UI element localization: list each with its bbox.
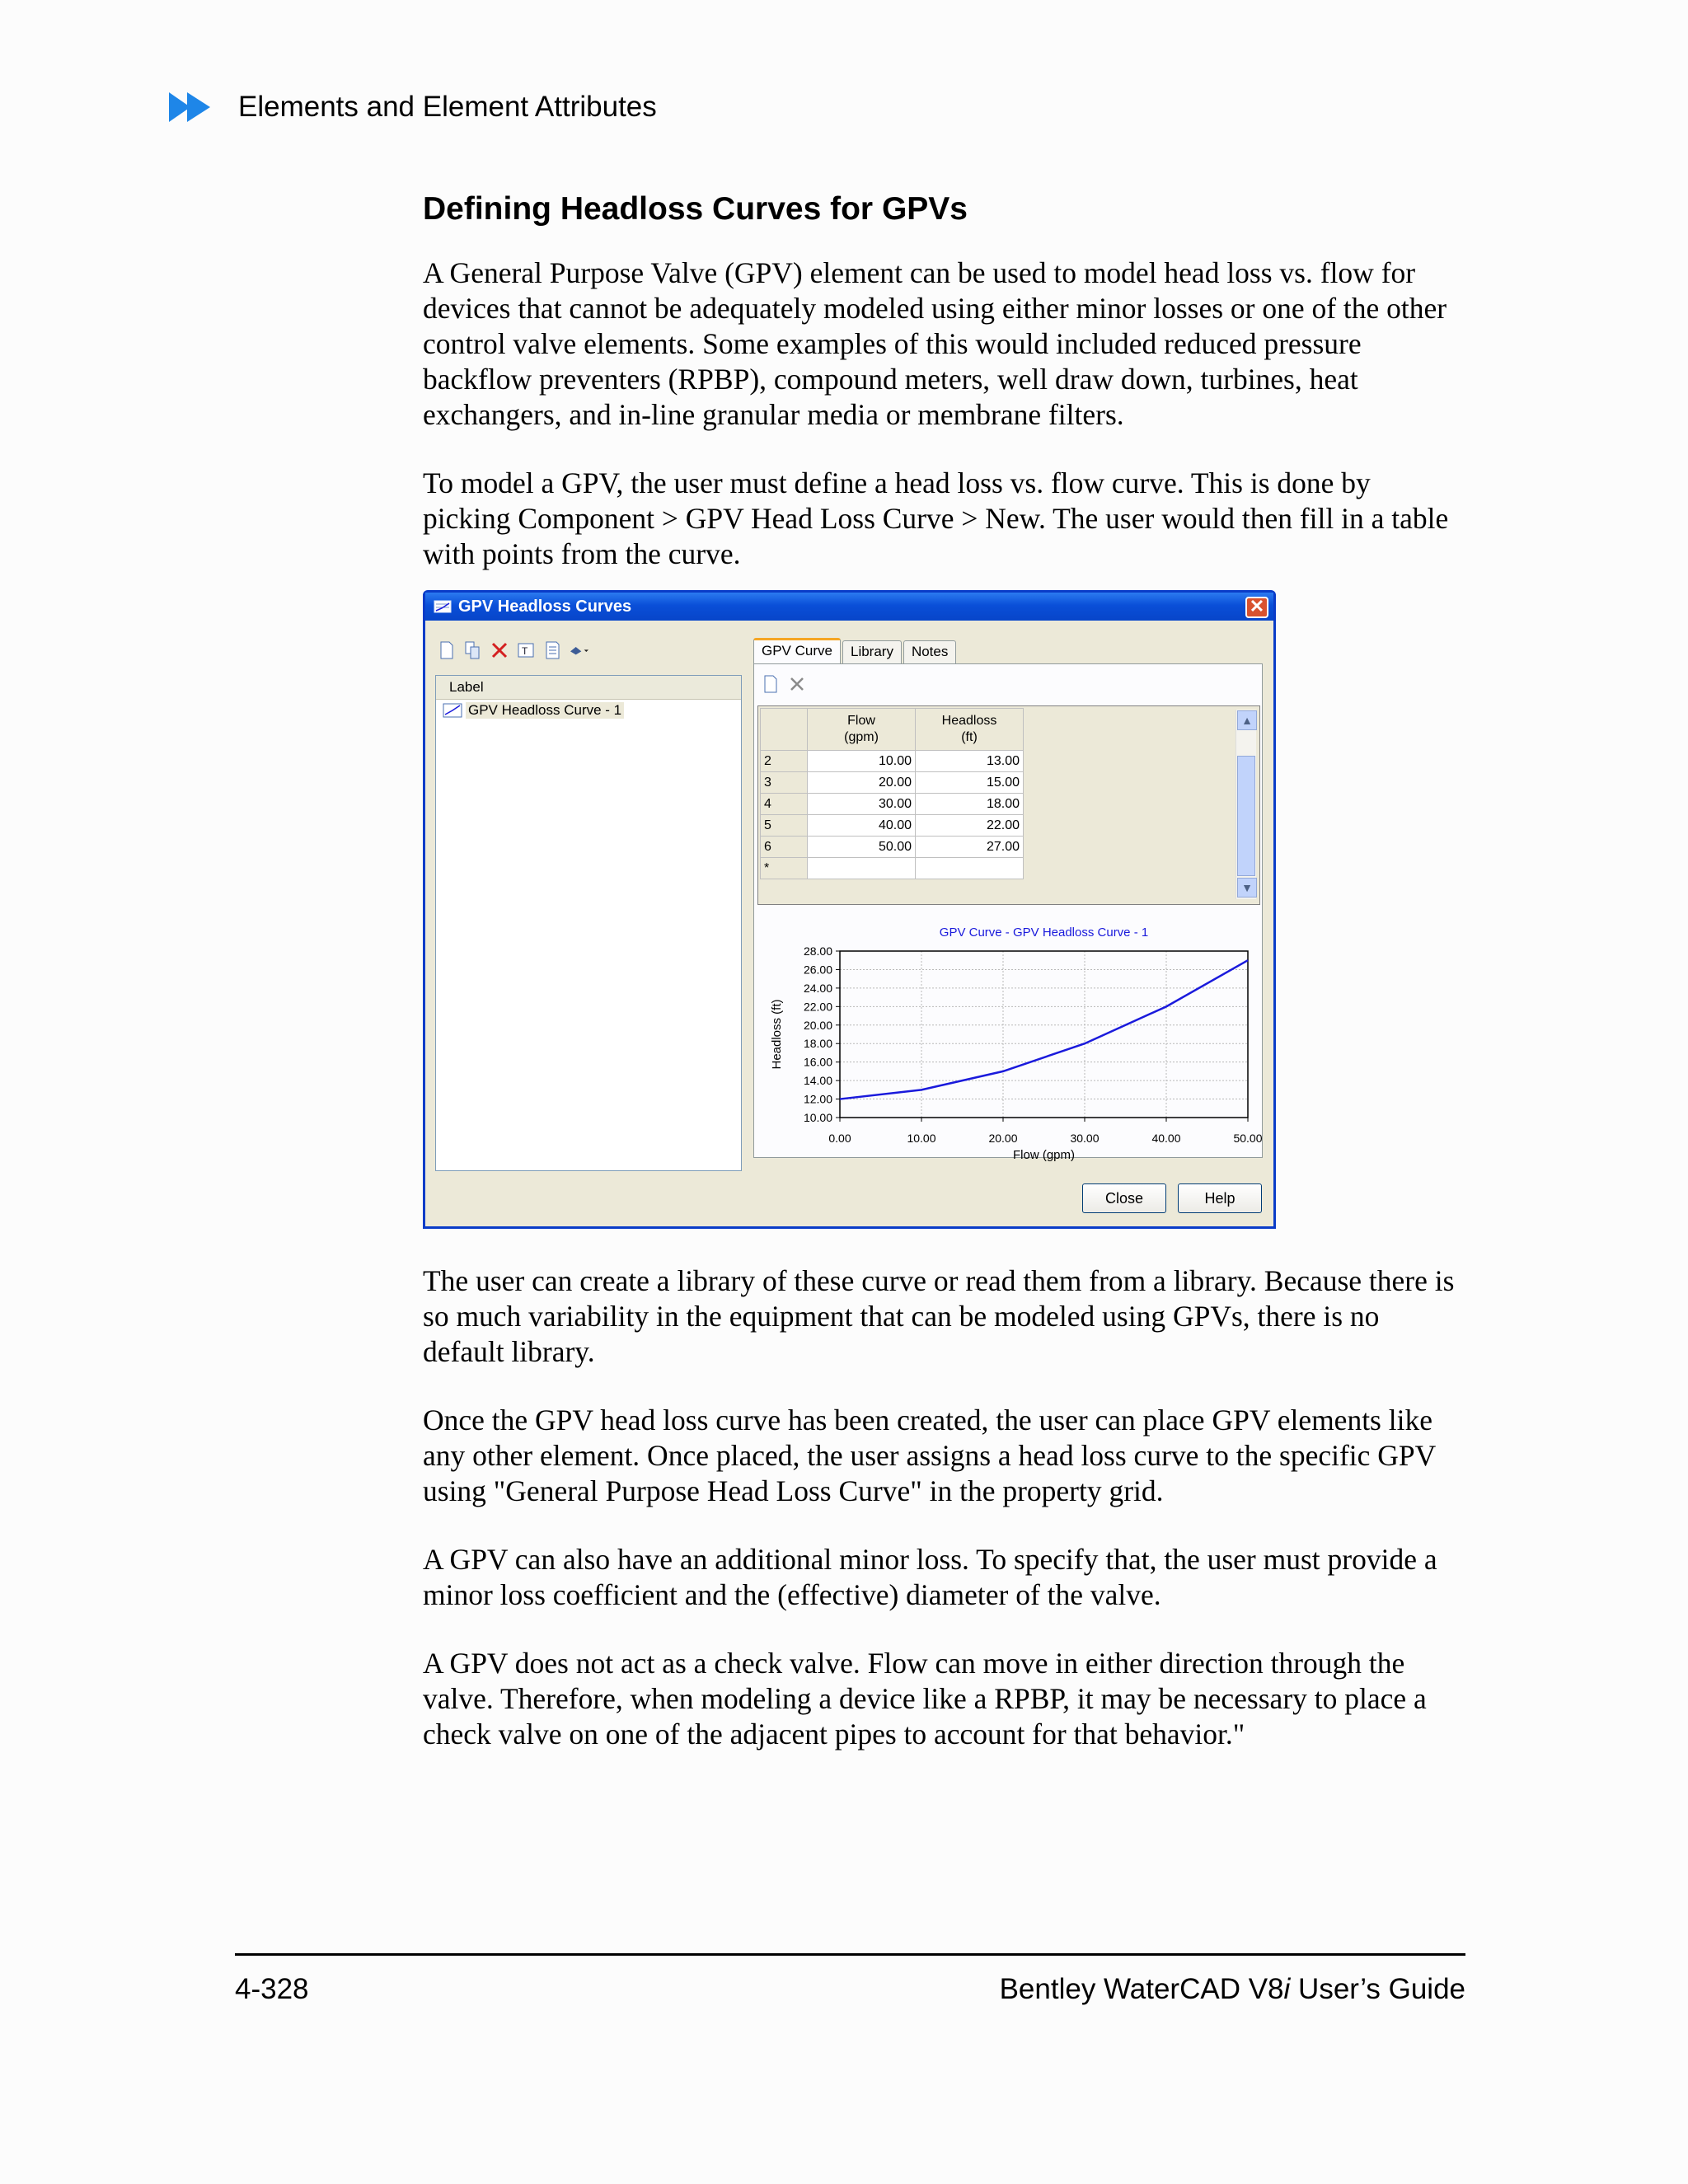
table-row[interactable] bbox=[761, 837, 1024, 858]
delete-row-icon[interactable] bbox=[787, 674, 807, 694]
add-row-icon[interactable] bbox=[761, 674, 781, 694]
y-tick-label: 18.00 bbox=[803, 1037, 832, 1051]
table-row[interactable] bbox=[761, 815, 1024, 837]
tab-strip bbox=[753, 640, 958, 666]
headloss-cell[interactable]: 18.00 bbox=[916, 794, 1024, 815]
flow-cell[interactable]: 40.00 bbox=[808, 815, 916, 837]
y-tick-label: 16.00 bbox=[803, 1055, 832, 1069]
curve-table-icon bbox=[434, 600, 452, 613]
report-icon[interactable] bbox=[542, 640, 562, 660]
flow-cell[interactable]: 50.00 bbox=[808, 837, 916, 858]
chart-title: GPV Curve - GPV Headloss Curve - 1 bbox=[939, 926, 1149, 940]
gpv-headloss-dialog bbox=[423, 590, 1276, 1229]
flow-cell[interactable]: 30.00 bbox=[808, 794, 916, 815]
dialog-title: GPV Headloss Curves bbox=[458, 597, 632, 616]
curve-chart-svg bbox=[757, 912, 1263, 1162]
x-tick-label: 0.00 bbox=[828, 1132, 851, 1145]
y-tick-label: 28.00 bbox=[803, 944, 832, 958]
dialog-title-bar bbox=[425, 593, 1273, 621]
y-axis-label: Headloss (ft) bbox=[770, 999, 784, 1070]
row-header-corner bbox=[761, 709, 808, 751]
headloss-cell[interactable]: 22.00 bbox=[916, 815, 1024, 837]
y-tick-label: 20.00 bbox=[803, 1018, 832, 1032]
y-tick-label: 10.00 bbox=[803, 1111, 832, 1124]
col-flow-header: Flow (gpm) bbox=[808, 709, 916, 751]
paragraph-3: The user can create a library of these curve or read them from a library. Because there is so much variability in the equipment that can be modeled using GPVs, there is no default library. bbox=[423, 1264, 1455, 1368]
footer-rule bbox=[235, 1953, 1465, 1956]
left-toolbar bbox=[437, 640, 588, 660]
row-id: 5 bbox=[761, 815, 808, 837]
dialog-close-button[interactable]: ✕ bbox=[1245, 597, 1268, 618]
list-item[interactable] bbox=[436, 700, 741, 721]
col-headloss-header: Headloss (ft) bbox=[916, 709, 1024, 751]
headloss-cell[interactable] bbox=[916, 858, 1024, 879]
headloss-cell[interactable]: 13.00 bbox=[916, 751, 1024, 772]
paragraph-1: A General Purpose Valve (GPV) element can be used to model head loss vs. flow for devices that cannot be adequately modeled using either minor losses or one of the other control valve elements. Some examples of this would included reduced pressure backflow preventers (RPBP), compound meters, well draw down, turbines, heat exchangers, and in-line granular media or membrane filters. bbox=[423, 256, 1447, 431]
headloss-cell[interactable]: 27.00 bbox=[916, 837, 1024, 858]
y-tick-label: 14.00 bbox=[803, 1074, 832, 1088]
book-title-main: Bentley WaterCAD V8 bbox=[999, 1973, 1284, 2005]
tab-gpv-curve[interactable]: GPV Curve bbox=[753, 638, 841, 666]
table-row[interactable] bbox=[761, 751, 1024, 772]
scroll-down-icon[interactable]: ▼ bbox=[1237, 878, 1257, 898]
running-header bbox=[169, 87, 657, 127]
points-table[interactable] bbox=[760, 708, 1024, 879]
book-title-suffix: User’s Guide bbox=[1290, 1973, 1465, 2005]
table-row[interactable] bbox=[761, 794, 1024, 815]
y-tick-label: 22.00 bbox=[803, 1000, 832, 1014]
x-tick-label: 10.00 bbox=[907, 1132, 936, 1145]
x-tick-label: 20.00 bbox=[988, 1132, 1018, 1145]
headloss-cell[interactable]: 15.00 bbox=[916, 772, 1024, 794]
x-tick-label: 40.00 bbox=[1151, 1132, 1181, 1145]
curve-list bbox=[435, 675, 742, 1171]
new-row-marker: * bbox=[761, 858, 808, 879]
scroll-up-icon[interactable]: ▲ bbox=[1237, 710, 1257, 730]
paragraph-2: To model a GPV, the user must define a head loss vs. flow curve. This is done by picking Component > GPV Head Loss Curve > New. The user would then fill in a table with points from the curve. bbox=[423, 466, 1449, 570]
paragraph-5: A GPV can also have an additional minor loss. To specify that, the user must provide a minor loss coefficient and the (effective) diameter of the valve. bbox=[423, 1543, 1437, 1611]
points-grid-frame bbox=[757, 705, 1260, 905]
y-tick-label: 24.00 bbox=[803, 981, 832, 995]
x-axis-label: Flow (gpm) bbox=[1012, 1148, 1076, 1162]
close-button[interactable]: Close bbox=[1082, 1183, 1166, 1213]
scroll-thumb[interactable] bbox=[1237, 756, 1255, 876]
help-button[interactable]: Help bbox=[1178, 1183, 1262, 1213]
row-id: 2 bbox=[761, 751, 808, 772]
library-dropdown-icon[interactable] bbox=[569, 640, 588, 660]
rename-icon[interactable] bbox=[516, 640, 536, 660]
book-title bbox=[1000, 1973, 1465, 2006]
new-icon[interactable] bbox=[437, 640, 457, 660]
grid-scrollbar[interactable] bbox=[1236, 710, 1256, 899]
series-line bbox=[840, 960, 1248, 1099]
x-tick-label: 50.00 bbox=[1233, 1132, 1263, 1145]
row-id: 3 bbox=[761, 772, 808, 794]
paragraph-4: Once the GPV head loss curve has been created, the user can place GPV elements like any other element. Once placed, the user assigns a head loss curve to the specific GPV using "General Purpose Head Loss Curve" in the property grid. bbox=[423, 1404, 1436, 1507]
paragraph-6: A GPV does not act as a check valve. Flow can move in either direction through the valve. Therefore, when modeling a device like a RPBP, it may be necessary to place a check valve on one of the adjacent pipes to account for that behavior." bbox=[423, 1647, 1427, 1750]
section-body-bottom bbox=[423, 1263, 1465, 1785]
flow-cell[interactable] bbox=[808, 858, 916, 879]
section-title: Defining Headloss Curves for GPVs bbox=[423, 191, 968, 227]
curve-chart bbox=[757, 912, 1263, 1162]
curve-icon bbox=[443, 703, 462, 718]
duplicate-icon[interactable] bbox=[463, 640, 483, 660]
flow-cell[interactable]: 20.00 bbox=[808, 772, 916, 794]
list-header-label: Label bbox=[436, 676, 741, 700]
tab-notes[interactable]: Notes bbox=[903, 640, 956, 664]
table-row[interactable] bbox=[761, 772, 1024, 794]
delete-icon[interactable] bbox=[490, 640, 509, 660]
gpv-curve-panel bbox=[753, 663, 1263, 1162]
double-arrow-icon bbox=[169, 89, 222, 125]
page-number: 4-328 bbox=[235, 1973, 309, 2005]
y-tick-label: 12.00 bbox=[803, 1092, 832, 1106]
book-title-italic: i bbox=[1283, 1973, 1291, 2005]
running-header-title: Elements and Element Attributes bbox=[238, 91, 657, 123]
row-id: 6 bbox=[761, 837, 808, 858]
y-tick-label: 26.00 bbox=[803, 963, 832, 977]
section-body-top bbox=[423, 188, 1465, 605]
list-item-label: GPV Headloss Curve - 1 bbox=[466, 702, 624, 719]
tab-library[interactable]: Library bbox=[842, 640, 902, 664]
x-tick-label: 30.00 bbox=[1070, 1132, 1100, 1145]
table-row-new[interactable] bbox=[761, 858, 1024, 879]
row-id: 4 bbox=[761, 794, 808, 815]
flow-cell[interactable]: 10.00 bbox=[808, 751, 916, 772]
svg-text:T: T bbox=[522, 645, 528, 657]
